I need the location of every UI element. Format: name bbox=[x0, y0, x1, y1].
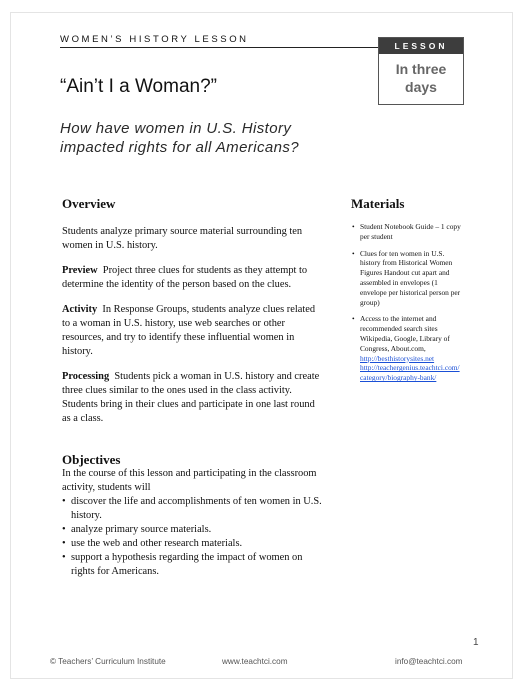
objectives-intro: In the course of this lesson and participating in the classroom activity, students will bbox=[62, 468, 317, 493]
activity-paragraph bbox=[62, 303, 324, 359]
overview-heading: Overview bbox=[62, 196, 116, 211]
objectives-heading: Objectives bbox=[62, 452, 121, 467]
activity-label: Activity bbox=[62, 304, 98, 315]
overview-intro: Students analyze primary source material surrounding ten women in U.S. history. bbox=[62, 226, 303, 251]
material-item: • Student Notebook Guide – 1 copy per student bbox=[351, 222, 461, 242]
processing-text: Students pick a woman in U.S. history and create three clues similar to the ones used in the class activity. Students bring in their clues and participate in one last round as a class. bbox=[62, 371, 320, 424]
preview-label: Preview bbox=[62, 265, 98, 276]
footer-copyright: © Teachers’ Curriculum Institute bbox=[50, 657, 166, 666]
objective-item: • support a hypothesis regarding the impact of women on rights for Americans. bbox=[62, 551, 324, 579]
lesson-duration bbox=[379, 60, 463, 96]
overview-section bbox=[62, 225, 324, 426]
lesson-tab: LESSON bbox=[379, 38, 463, 54]
duration-line-2: days bbox=[405, 79, 437, 95]
duration-line-1: In three bbox=[395, 61, 447, 77]
lesson-title: “Ain’t I a Woman?” bbox=[60, 76, 217, 97]
material-item-text: Access to the internet and recommended search sites Wikipedia, Google, Library of Congress, About.com, bbox=[360, 314, 450, 353]
essential-question: How have women in U.S. History impacted rights for all Americans? bbox=[60, 120, 299, 156]
objectives-section bbox=[62, 467, 324, 579]
objective-item: • discover the life and accomplishments of ten women in U.S. history. bbox=[62, 495, 324, 523]
header-label: WOMEN’S HISTORY LESSON bbox=[60, 34, 249, 45]
materials-heading: Materials bbox=[351, 196, 405, 211]
teachergenius-link[interactable]: http://teachergenius.teachtci.com/category/biography-bank/ bbox=[360, 363, 460, 383]
page-number: 1 bbox=[473, 637, 479, 648]
materials-list bbox=[351, 222, 461, 390]
activity-text: In Response Groups, students analyze clues related to a woman in U.S. history, use web searches or other resources, and try to identify these influential women in history. bbox=[62, 304, 316, 357]
processing-paragraph bbox=[62, 370, 324, 426]
preview-text: Project three clues for students as they attempt to determine the identity of the person based on the clues. bbox=[62, 265, 308, 290]
footer-website[interactable]: www.teachtci.com bbox=[222, 657, 288, 666]
footer-email[interactable]: info@teachtci.com bbox=[395, 657, 463, 666]
objective-item: • use the web and other research materials. bbox=[62, 537, 324, 551]
material-item bbox=[351, 314, 461, 383]
objective-item: • analyze primary source materials. bbox=[62, 523, 324, 537]
besthistorysites-link[interactable]: http://besthistorysites.net bbox=[360, 353, 435, 363]
processing-label: Processing bbox=[62, 371, 110, 382]
material-item: • Clues for ten women in U.S. history from Historical Women Figures Handout cut apart and assembled in envelopes (1 envelope per historical person per group) bbox=[351, 249, 461, 308]
preview-paragraph bbox=[62, 264, 324, 292]
objectives-list bbox=[62, 495, 324, 579]
lesson-duration-box bbox=[378, 37, 464, 105]
